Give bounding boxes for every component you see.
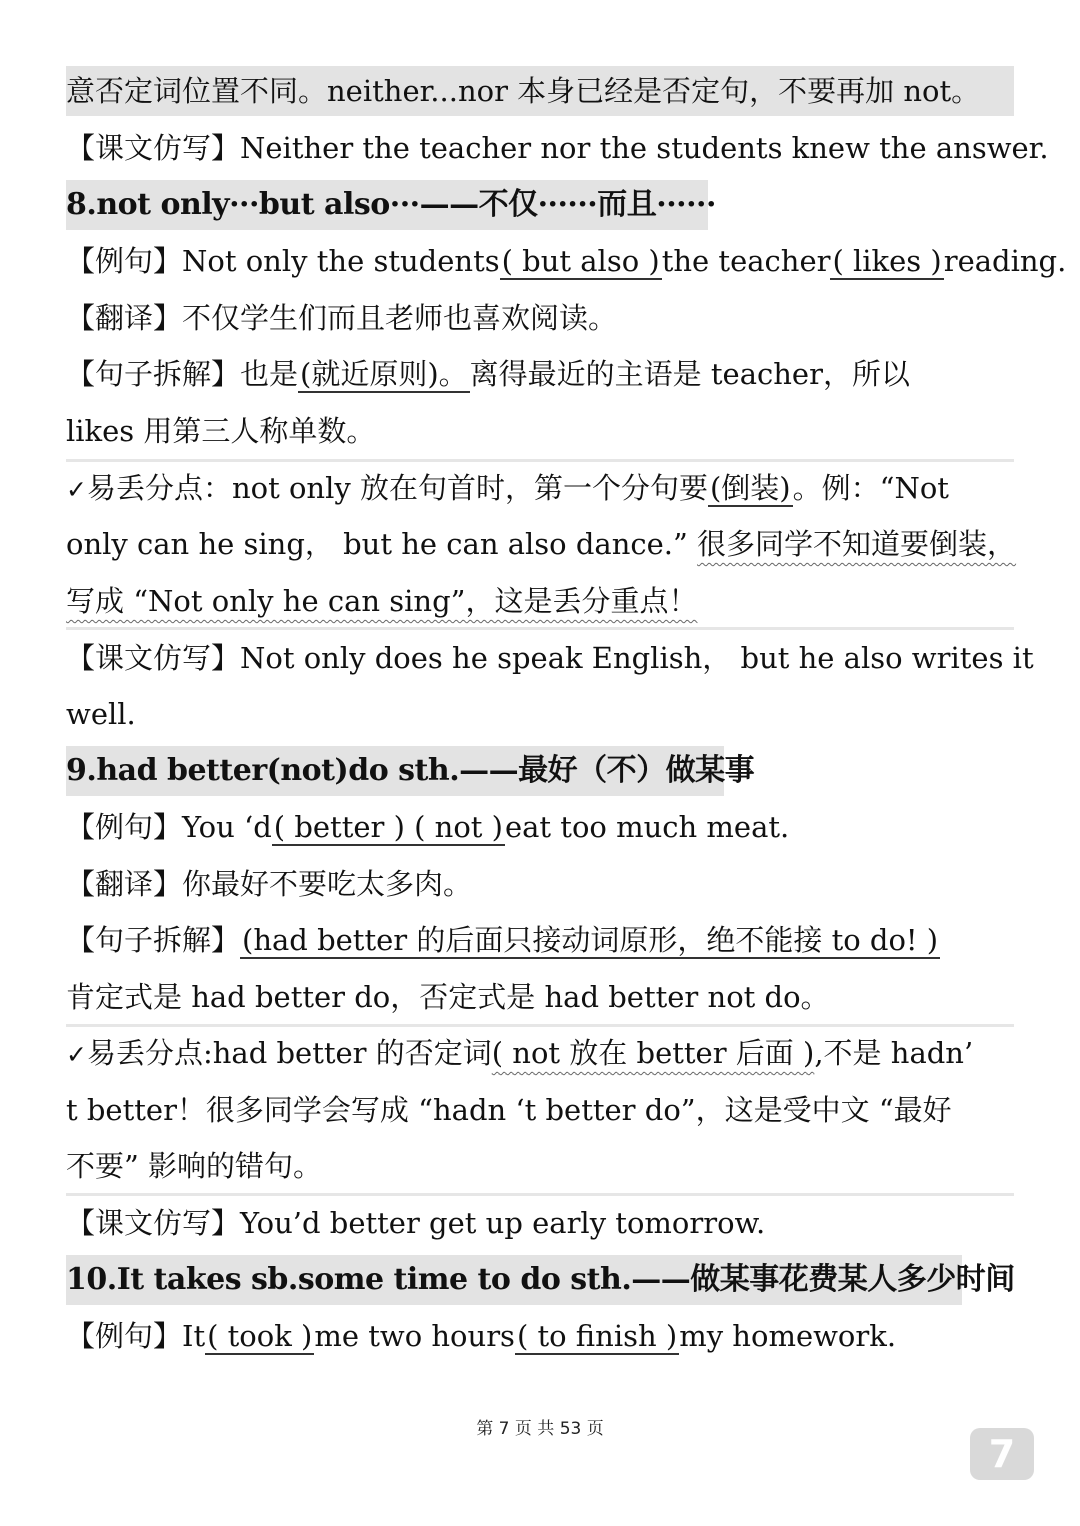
- section-label: 【课文仿写】: [66, 641, 241, 675]
- check-icon: ✓: [66, 1040, 87, 1069]
- example-text: my homework.: [679, 1319, 897, 1353]
- text-line: [66, 460, 1014, 516]
- example-text: You ‘d: [182, 810, 272, 844]
- section-label: 【例句】: [66, 1319, 183, 1353]
- example-text: the teacher: [661, 244, 831, 278]
- text-line: [66, 290, 1014, 346]
- section-label: 【句子拆解】: [66, 923, 241, 957]
- section-heading-8: [66, 177, 1014, 233]
- blank-answer: (had better 的后面只接动词原形，绝不能接 to do! ): [242, 923, 939, 957]
- text-line: [66, 630, 1034, 686]
- example-text: You’d better get up early tomorrow.: [240, 1206, 766, 1240]
- page-footer: 第 7 页 共 53 页: [476, 1419, 604, 1439]
- heading-text: 10.It takes sb.some time to do sth.——做某事花费某人多少时间: [66, 1262, 1015, 1297]
- blank-answer: (就近原则)。: [300, 357, 468, 391]
- tip-text: only can he sing， but he can also dance.”: [66, 527, 688, 561]
- check-icon: ✓: [66, 475, 87, 504]
- tip-text: 。例：“Not: [792, 471, 949, 505]
- text-line: [66, 856, 1014, 912]
- example-text: well.: [66, 697, 136, 731]
- text-line: [66, 233, 1067, 289]
- section-label: 【例句】: [66, 810, 183, 844]
- section-label: 【课文仿写】: [66, 1206, 241, 1240]
- section-label: 【句子拆解】: [66, 357, 241, 391]
- heading-text: 8.not only···but also···——不仅······而且······: [66, 187, 716, 222]
- note-text: 意否定词位置不同。neither...nor 本身已经是否定句，不要再加 not。: [66, 74, 981, 108]
- translation-text: 不仅学生们而且老师也喜欢阅读。: [182, 301, 618, 335]
- text-line: [66, 573, 1014, 629]
- section-label: 【翻译】: [66, 867, 183, 901]
- blank-answer: ( likes ): [832, 244, 942, 278]
- text-line: [66, 969, 1014, 1025]
- text-line: [66, 912, 1014, 968]
- blank-answer: ( better ) ( not ): [273, 810, 503, 844]
- text-line: [66, 63, 1014, 119]
- blank-answer: (倒装): [709, 471, 791, 505]
- analysis-text: 也是: [240, 357, 299, 391]
- heading-text: 9.had better(not)do sth.——最好（不）做某事: [66, 753, 755, 788]
- blank-answer: ( not 放在 better 后面 ): [491, 1036, 815, 1070]
- blank-answer: ( to finish ): [516, 1319, 678, 1353]
- text-line: [66, 1138, 1014, 1194]
- text-line: [66, 1195, 1014, 1251]
- section-label: 【例句】: [66, 244, 183, 278]
- analysis-text: likes 用第三人称单数。: [66, 414, 376, 448]
- example-text: me two hours: [314, 1319, 515, 1353]
- text-line: [66, 403, 1014, 459]
- section-heading-10: [66, 1252, 1014, 1308]
- text-line: [66, 120, 1049, 176]
- tip-text: 很多同学不知道要倒装，: [697, 527, 1017, 561]
- text-line: [66, 1025, 1014, 1081]
- example-text: reading.: [943, 244, 1067, 278]
- analysis-text: 离得最近的主语是 teacher，所以: [469, 357, 910, 391]
- translation-text: 你最好不要吃太多肉。: [182, 867, 473, 901]
- section-label: 【课文仿写】: [66, 131, 241, 165]
- tip-text: ,不是 hadn’: [814, 1036, 974, 1070]
- example-text: Not only the students: [182, 244, 500, 278]
- text-line: [66, 516, 1017, 572]
- page-number-badge: 7: [970, 1428, 1034, 1480]
- blank-answer: ( took ): [207, 1319, 313, 1353]
- text-line: [66, 1082, 1014, 1138]
- tip-text: 易丢分点：not only 放在句首时，第一个分句要: [86, 471, 708, 505]
- tip-text: 写成 “Not only he can sing”，这是丢分重点！: [66, 584, 698, 618]
- example-text: It: [182, 1319, 206, 1353]
- example-text: Not only does he speak English， but he also writes it: [240, 641, 1034, 675]
- example-text: eat too much meat.: [504, 810, 790, 844]
- tip-text: 易丢分点:had better 的否定词: [86, 1036, 492, 1070]
- section-label: 【翻译】: [66, 301, 183, 335]
- text-line: [66, 346, 1014, 402]
- text-line: [66, 799, 1014, 855]
- tip-text: t better！很多同学会写成 “hadn ‘t better do”，这是受中文 “最好: [66, 1093, 952, 1127]
- analysis-text: 肯定式是 had better do，否定式是 had better not do。: [66, 980, 830, 1014]
- tip-text: 不要” 影响的错句。: [66, 1149, 323, 1183]
- section-heading-9: [66, 743, 1014, 799]
- blank-answer: ( but also ): [501, 244, 660, 278]
- text-line: [66, 1308, 1014, 1364]
- example-text: Neither the teacher nor the students knew the answer.: [240, 131, 1049, 165]
- text-line: [66, 686, 1014, 742]
